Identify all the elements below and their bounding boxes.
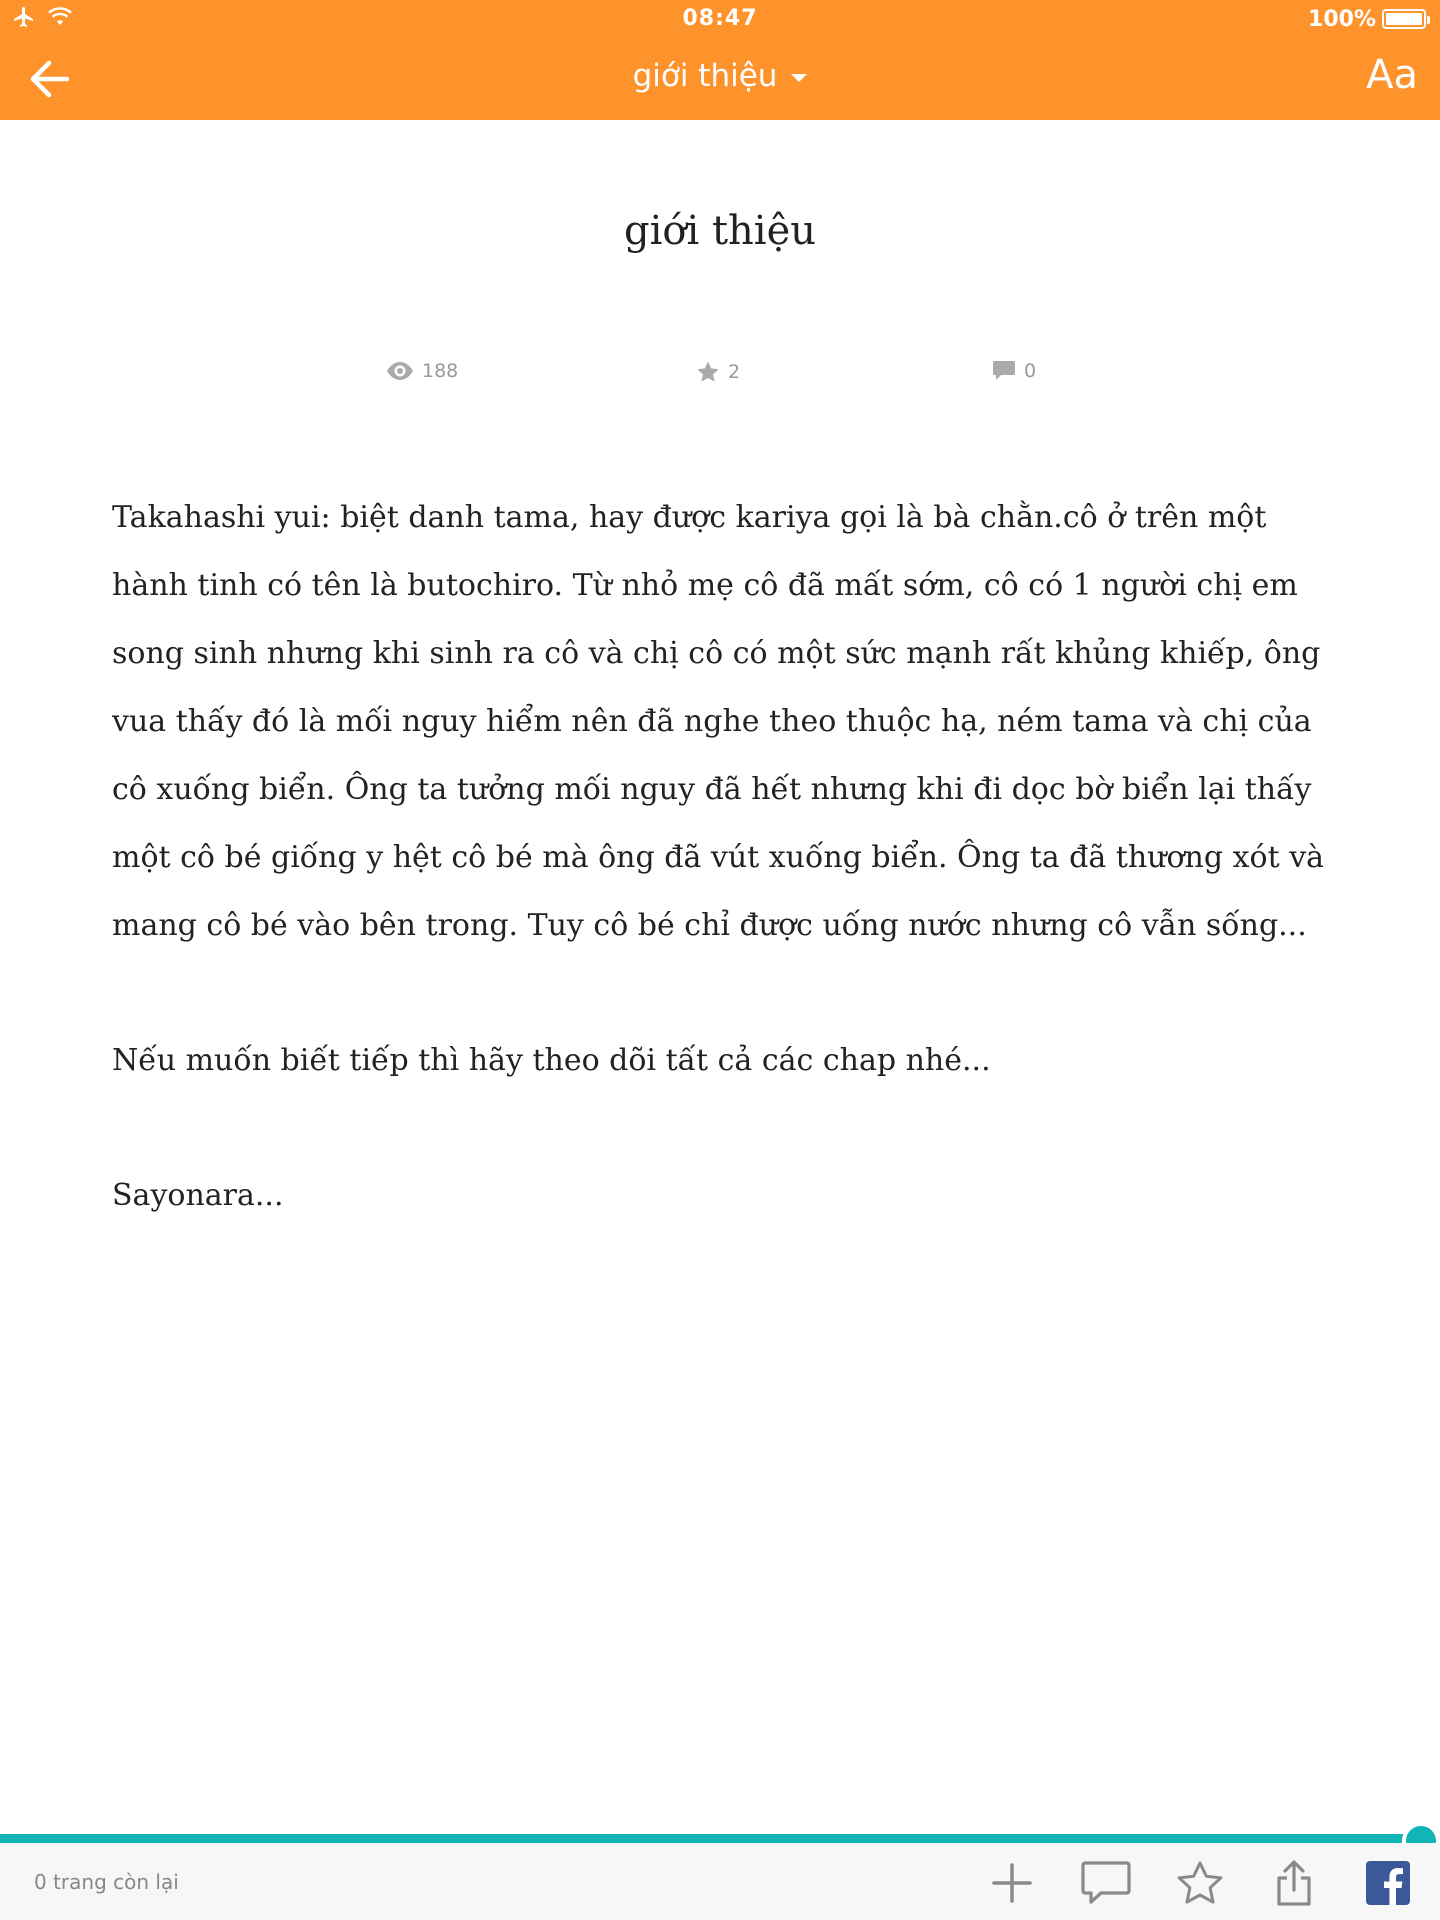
battery-icon <box>1382 9 1426 29</box>
bottom-toolbar <box>0 1843 1440 1920</box>
pages-left-label: 0 trang còn lại <box>34 1870 179 1894</box>
comment-button[interactable] <box>1080 1857 1132 1909</box>
share-button[interactable] <box>1268 1857 1320 1909</box>
facebook-share-button[interactable] <box>1362 1857 1414 1909</box>
chapter-stats <box>0 360 1440 396</box>
font-settings-button[interactable]: Aa <box>1366 52 1418 98</box>
star-icon <box>1176 1860 1224 1906</box>
comments-count: 0 <box>1024 360 1037 382</box>
status-time: 08:47 <box>682 6 758 31</box>
story-content <box>112 484 1328 1297</box>
views-count: 188 <box>422 360 459 382</box>
add-to-library-button[interactable] <box>986 1857 1038 1909</box>
comment-filled-icon <box>992 360 1016 382</box>
status-bar <box>0 0 1440 38</box>
nav-bar <box>0 38 1440 120</box>
top-bar <box>0 0 1440 120</box>
chapter-title: giới thiệu <box>623 208 817 254</box>
nav-title-text: giới thiệu <box>632 58 778 94</box>
chevron-down-icon <box>791 74 807 82</box>
star-filled-icon <box>696 360 720 384</box>
views-stat <box>386 360 458 382</box>
comment-icon <box>1081 1860 1131 1906</box>
votes-stat <box>696 360 740 384</box>
vote-button[interactable] <box>1174 1857 1226 1909</box>
eye-icon <box>386 361 414 381</box>
story-paragraph: Nếu muốn biết tiếp thì hãy theo dõi tất cả các chap nhé... <box>112 1043 991 1078</box>
facebook-icon <box>1366 1861 1410 1905</box>
votes-count: 2 <box>728 361 741 383</box>
plus-icon <box>991 1862 1033 1904</box>
battery-percent: 100% <box>1308 6 1376 32</box>
comments-stat <box>992 360 1036 382</box>
story-paragraph: Takahashi yui: biệt danh tama, hay được kariya gọi là bà chằn.cô ở trên một hành tinh có tên là butochiro. Từ nhỏ mẹ cô đã mất sớm, cô có 1 người chị em song sinh nhưng khi sinh ra cô và chị cô có một sức mạnh rất khủng khiếp, ông vua thấy đó là mối nguy hiểm nên đã nghe theo thuộc hạ, ném tama và chị của cô xuống biển. Ông ta tưởng mối nguy đã hết nhưng khi đi dọc bờ biển lại thấy một cô bé giống y hệt cô bé mà ông đã vút xuống biển. Ông ta đã thương xót và mang cô bé vào bên trong. Tuy cô bé chỉ được uống nước nhưng cô vẫn sống... <box>112 500 1325 943</box>
share-icon <box>1274 1859 1314 1907</box>
chapter-selector[interactable] <box>0 58 1440 94</box>
status-right <box>1308 6 1426 32</box>
reading-progress-bar <box>0 1834 1420 1843</box>
story-paragraph: Sayonara... <box>112 1178 284 1213</box>
